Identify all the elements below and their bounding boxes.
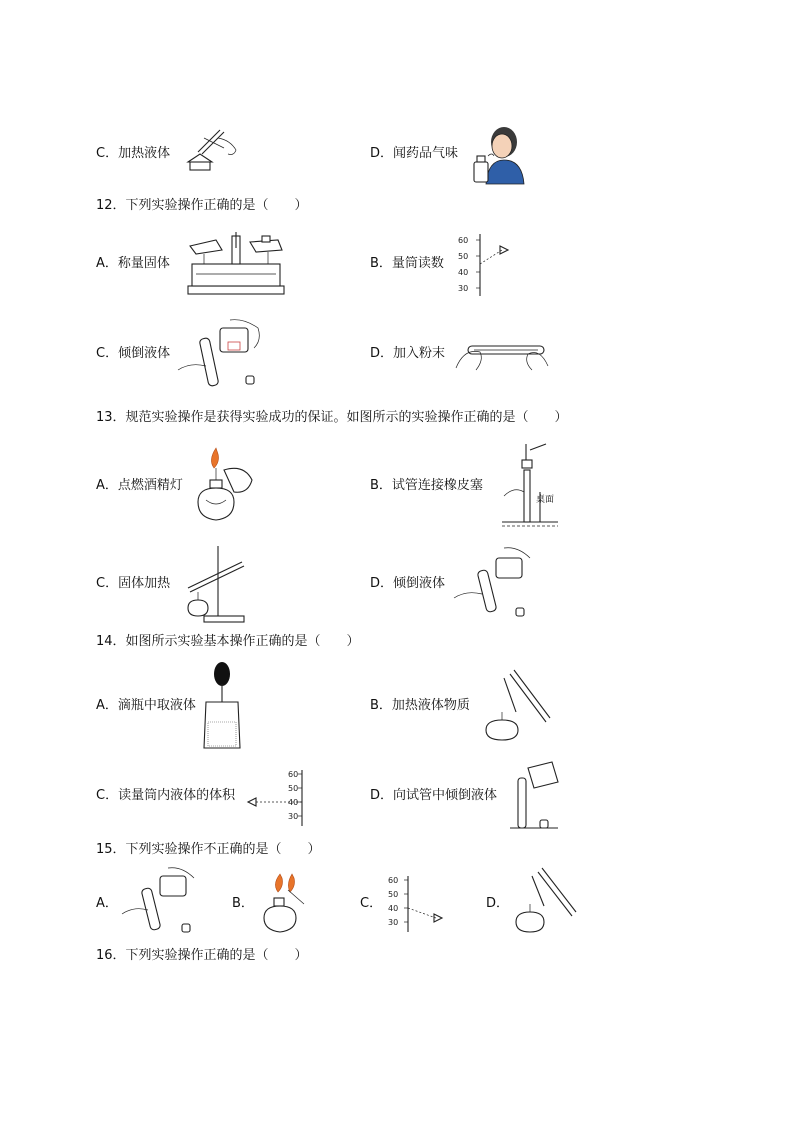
q15-stem: 15．下列实验操作不正确的是（ ）	[96, 842, 321, 857]
smelling-svg	[470, 122, 526, 184]
q12-stem: 12．下列实验操作正确的是（ ）	[96, 198, 308, 213]
q15-d-svg	[510, 866, 580, 936]
pouring-into-test-tube-illustration	[508, 758, 562, 836]
tick-50-q15: 50	[388, 890, 399, 899]
q15-pouring-illustration	[120, 866, 206, 940]
tick-60-c14: 60	[288, 770, 299, 779]
heating-liquid-illustration	[178, 124, 240, 178]
tick-40: 40	[458, 268, 469, 277]
tick-60: 60	[458, 236, 469, 245]
q14-option-c: C．读量筒内液体的体积	[96, 788, 236, 803]
dropper-bottle-illustration	[200, 662, 244, 756]
lighting-alcohol-lamp-illustration	[190, 446, 260, 532]
q13-option-b: B．试管连接橡皮塞	[370, 478, 483, 493]
heating-liquid-2-illustration	[480, 668, 552, 748]
q12-option-c: C．倾倒液体	[96, 346, 171, 361]
q14-option-a: A．滴瓶中取液体	[96, 698, 196, 713]
heating-liquid-svg	[178, 124, 240, 174]
tick-60-q15: 60	[388, 876, 399, 885]
pouring-c-svg	[176, 318, 266, 388]
q15-a-svg	[120, 866, 206, 936]
q15-c-svg	[384, 874, 452, 934]
tick-30-c14: 30	[288, 812, 299, 821]
q13-option-c: C．固体加热	[96, 576, 171, 591]
pour-d-svg	[452, 546, 538, 620]
stopper-svg	[500, 440, 562, 532]
tick-50: 50	[458, 252, 469, 261]
q15-heating-illustration	[510, 866, 580, 940]
pouring-liquid-illustration	[176, 318, 266, 392]
pour-d14-svg	[508, 758, 562, 832]
tick-50-c14: 50	[288, 784, 299, 793]
tick-40-q15: 40	[388, 904, 399, 913]
pouring-liquid-2-illustration	[452, 546, 538, 624]
q15-option-a: A．	[96, 896, 118, 911]
q14-option-d: D．向试管中倾倒液体	[370, 788, 498, 803]
tick-40-c14: 40	[288, 798, 299, 807]
cylinder-b-svg	[454, 232, 514, 298]
q15-option-c: C．	[360, 896, 383, 911]
flame	[211, 448, 218, 468]
q14-stem: 14．如图所示实验基本操作正确的是（ ）	[96, 634, 360, 649]
q13-stem: 13．规范实验操作是获得实验成功的保证。如图所示的实验操作正确的是（ ）	[96, 410, 568, 425]
heating-solid-illustration	[180, 544, 250, 628]
q12-option-a: A．称量固体	[96, 256, 170, 271]
q12-option-d: D．加入粉末	[370, 346, 446, 361]
q15-option-b: B．	[232, 896, 254, 911]
cylinder-reading-2-illustration	[244, 768, 308, 832]
q15-two-lamps-illustration	[258, 872, 314, 940]
q11-option-d: D．闻药品气味	[370, 146, 459, 161]
heat-liquid-b-svg	[480, 668, 552, 744]
q16-stem: 16．下列实验操作正确的是（ ）	[96, 948, 308, 963]
heat-solid-svg	[180, 544, 250, 624]
test-tube-stopper-illustration	[500, 440, 562, 536]
q15-cylinder-illustration	[384, 874, 452, 938]
tick-30: 30	[458, 284, 469, 293]
balance-svg	[186, 228, 286, 296]
cylinder-reading-illustration	[454, 232, 514, 302]
powder-svg	[454, 330, 550, 380]
lamp-a-svg	[190, 446, 260, 528]
q11-option-c: C．加热液体	[96, 146, 171, 161]
q12-option-b: B．量筒读数	[370, 256, 444, 271]
table-surface-label: 桌面	[536, 495, 555, 505]
q13-option-a: A．点燃酒精灯	[96, 478, 183, 493]
smelling-chemicals-illustration	[470, 122, 526, 188]
balance-scale-illustration	[186, 228, 286, 300]
dropper-svg	[200, 662, 244, 752]
adding-powder-illustration	[454, 330, 550, 384]
q15-b-svg	[258, 872, 314, 936]
cylinder-c14-svg	[244, 768, 308, 828]
q14-option-b: B．加热液体物质	[370, 698, 470, 713]
q15-option-d: D．	[486, 896, 510, 911]
tick-30-q15: 30	[388, 918, 399, 927]
q13-option-d: D．倾倒液体	[370, 576, 446, 591]
